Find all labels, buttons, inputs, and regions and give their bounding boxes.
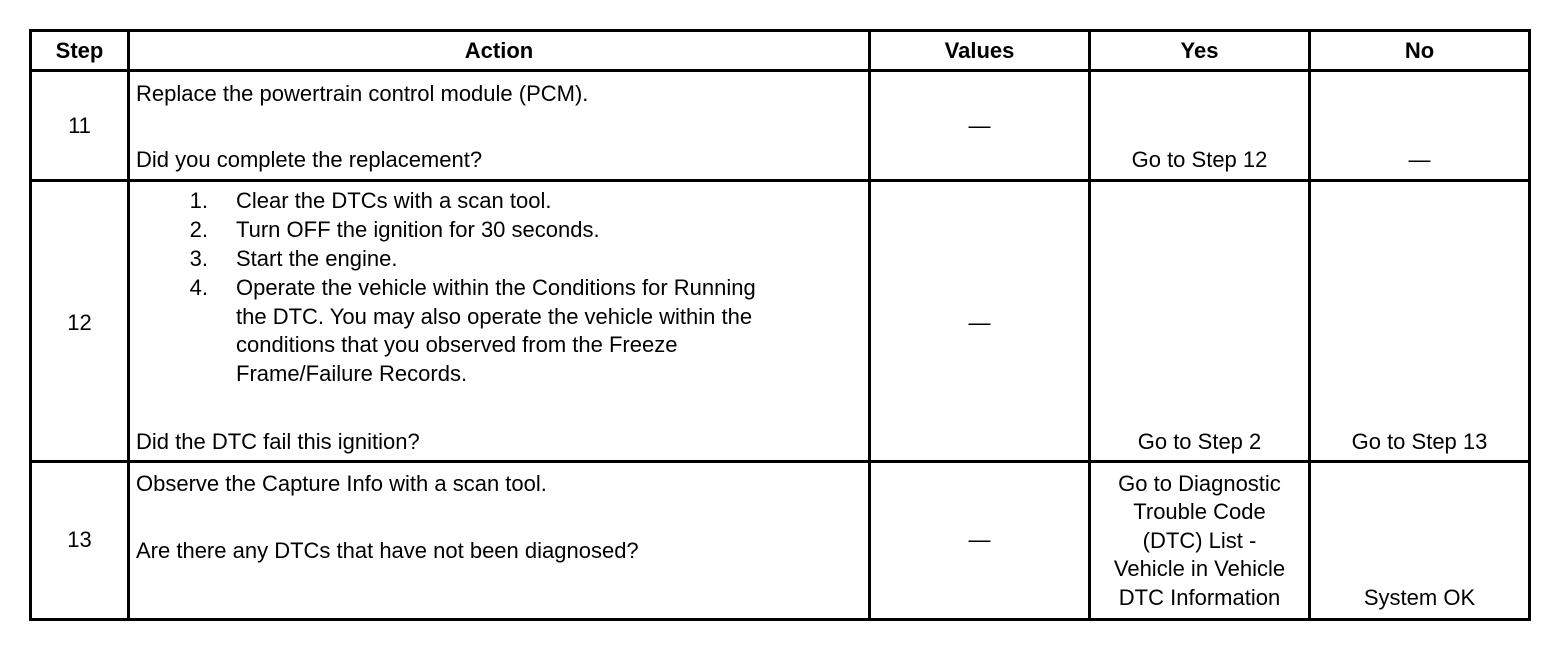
yes-cell-line: (DTC) List - <box>1142 528 1257 553</box>
list-item-text: Operate the vehicle within the Conditions for Running <box>236 275 756 300</box>
no-cell: — <box>1408 147 1431 172</box>
action-question: Are there any DTCs that have not been diagnosed? <box>136 538 639 563</box>
action-text: Replace the powertrain control module (PCM). <box>136 81 589 106</box>
no-cell: System OK <box>1363 585 1476 610</box>
values-cell: — <box>968 113 991 138</box>
yes-cell-line: Go to Diagnostic <box>1118 471 1281 496</box>
list-number: 4. <box>189 275 208 300</box>
no-cell: Go to Step 13 <box>1351 429 1488 454</box>
header-step: Step <box>55 38 104 63</box>
yes-cell-line: DTC Information <box>1118 585 1281 610</box>
column-divider <box>127 29 130 621</box>
row-divider <box>29 460 1531 463</box>
header-values: Values <box>944 38 1015 63</box>
values-cell: — <box>968 310 991 335</box>
yes-cell-line: Vehicle in Vehicle <box>1113 556 1286 581</box>
action-text: Observe the Capture Info with a scan tool. <box>136 471 547 496</box>
step-number: 11 <box>68 113 91 138</box>
yes-cell-line: Trouble Code <box>1133 499 1266 524</box>
column-divider <box>1308 29 1311 621</box>
action-question: Did you complete the replacement? <box>136 147 483 172</box>
yes-cell: Go to Step 2 <box>1137 429 1262 454</box>
list-item-text: Turn OFF the ignition for 30 seconds. <box>236 217 600 242</box>
header-action: Action <box>464 38 534 63</box>
list-item-text: Start the engine. <box>236 246 398 271</box>
header-yes: Yes <box>1180 38 1219 63</box>
list-item-text: the DTC. You may also operate the vehicle within the <box>236 304 753 329</box>
list-number: 2. <box>189 217 208 242</box>
yes-cell: Go to Step 12 <box>1131 147 1268 172</box>
row-divider <box>29 179 1531 182</box>
row-divider <box>29 69 1531 72</box>
step-number: 12 <box>67 310 92 335</box>
step-number: 13 <box>67 527 92 552</box>
list-item-text: conditions that you observed from the Freeze <box>236 332 678 357</box>
header-no: No <box>1404 38 1435 63</box>
list-item-text: Clear the DTCs with a scan tool. <box>236 188 552 213</box>
values-cell: — <box>968 527 991 552</box>
list-number: 1. <box>189 188 208 213</box>
list-number: 3. <box>189 246 208 271</box>
action-question: Did the DTC fail this ignition? <box>136 429 420 454</box>
list-item-text: Frame/Failure Records. <box>236 361 468 386</box>
